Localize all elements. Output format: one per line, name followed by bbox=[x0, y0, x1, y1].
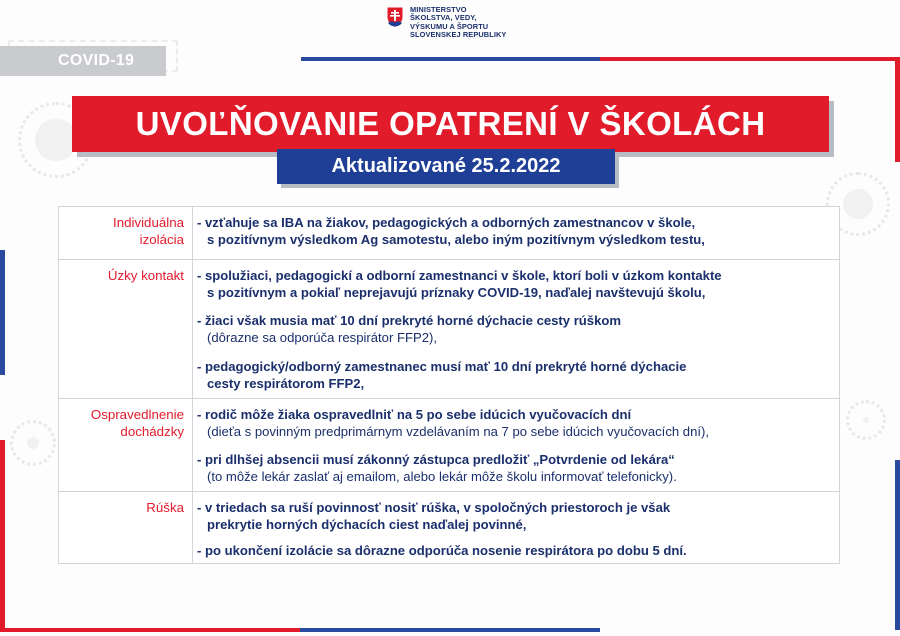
frame-line bbox=[895, 57, 900, 162]
item-text: - rodič môže žiaka ospravedlniť na 5 po sebe idúcich vyučovacích dní bbox=[197, 407, 632, 422]
item-text: cesty respirátorom FFP2, bbox=[207, 376, 365, 391]
frame-line bbox=[301, 57, 601, 61]
item-text: - po ukončení izolácie sa dôrazne odporúča nosenie respirátora po dobu 5 dní. bbox=[197, 543, 687, 558]
table-row bbox=[59, 492, 839, 563]
row-label bbox=[59, 207, 193, 259]
item-text: s pozitívnym výsledkom Ag samotestu, alebo iným pozitívnym výsledkom testu, bbox=[207, 232, 705, 247]
item-text: (to môže lekár zaslať aj emailom, alebo lekár môže školu informovať telefonicky). bbox=[207, 469, 677, 484]
item-text: - vzťahuje sa IBA na žiakov, pedagogických a odborných zamestnancov v škole, bbox=[197, 215, 696, 230]
page-title-box bbox=[72, 96, 829, 152]
list-item bbox=[197, 214, 705, 248]
page-title: UVOĽŇOVANIE OPATRENÍ V ŠKOLÁCH bbox=[135, 105, 766, 142]
list-item bbox=[197, 312, 621, 346]
item-text: (dieťa s povinným predprimárnym vzdelávaním na 7 po sebe idúcich vyučovacích dní), bbox=[207, 424, 709, 439]
measures-table bbox=[58, 206, 840, 564]
row-label bbox=[59, 399, 193, 491]
table-row bbox=[59, 207, 839, 260]
ministry-name bbox=[410, 6, 506, 39]
virus-decoration-icon bbox=[846, 400, 886, 440]
frame-line bbox=[895, 460, 900, 630]
item-text: - pri dlhšej absencii musí zákonný zástupca predložiť „Potvrdenie od lekára“ bbox=[197, 452, 675, 467]
list-item bbox=[197, 406, 709, 440]
row-label-line: Rúška bbox=[146, 500, 184, 515]
update-date-box bbox=[277, 149, 615, 184]
ministry-line: SLOVENSKEJ REPUBLIKY bbox=[410, 29, 507, 39]
virus-decoration-icon bbox=[10, 420, 56, 466]
row-label-line: Úzky kontakt bbox=[107, 268, 184, 283]
frame-line bbox=[600, 57, 900, 61]
ministry-line: ŠKOLSTVA, VEDY, bbox=[410, 13, 477, 23]
frame-line bbox=[0, 250, 5, 375]
list-item bbox=[197, 358, 686, 392]
item-text: - žiaci však musia mať 10 dní prekryté horné dýchacie cesty rúškom bbox=[197, 313, 622, 328]
ministry-line: MINISTERSTVO bbox=[410, 5, 467, 14]
row-label bbox=[59, 492, 193, 563]
item-text: (dôrazne sa odporúča respirátor FFP2), bbox=[207, 330, 437, 345]
row-label-line: dochádzky bbox=[120, 424, 184, 439]
item-text: - spolužiaci, pedagogickí a odborní zamestnanci v škole, ktorí boli v úzkom kontakte bbox=[197, 268, 722, 283]
row-label bbox=[59, 260, 193, 398]
list-item bbox=[197, 542, 687, 559]
row-label-line: izolácia bbox=[139, 232, 184, 247]
table-row bbox=[59, 260, 839, 399]
item-text: s pozitívnym a pokiaľ neprejavujú príznaky COVID-19, naďalej navštevujú školu, bbox=[207, 285, 706, 300]
item-text: - v triedach sa ruší povinnosť nosiť rúška, v spoločných priestoroch je však bbox=[197, 500, 671, 515]
item-text: - pedagogický/odborný zamestnanec musí mať 10 dní prekryté horné dýchacie bbox=[197, 359, 687, 374]
row-label-line: Ospravedlnenie bbox=[90, 407, 184, 422]
table-row bbox=[59, 399, 839, 492]
frame-line bbox=[0, 628, 300, 632]
row-label-line: Individuálna bbox=[113, 215, 184, 230]
slovak-crest-icon bbox=[386, 6, 404, 28]
list-item bbox=[197, 451, 677, 485]
ministry-line: VÝSKUMU A ŠPORTU bbox=[410, 21, 489, 31]
list-item bbox=[197, 267, 722, 301]
update-date: Aktualizované 25.2.2022 bbox=[331, 155, 561, 177]
item-text: prekrytie horných dýchacích ciest naďalej povinné, bbox=[207, 517, 527, 532]
ministry-logo bbox=[386, 6, 506, 39]
frame-line bbox=[300, 628, 600, 632]
frame-line bbox=[0, 440, 5, 630]
list-item bbox=[197, 499, 670, 533]
covid-tag: COVID-19 bbox=[0, 46, 166, 76]
